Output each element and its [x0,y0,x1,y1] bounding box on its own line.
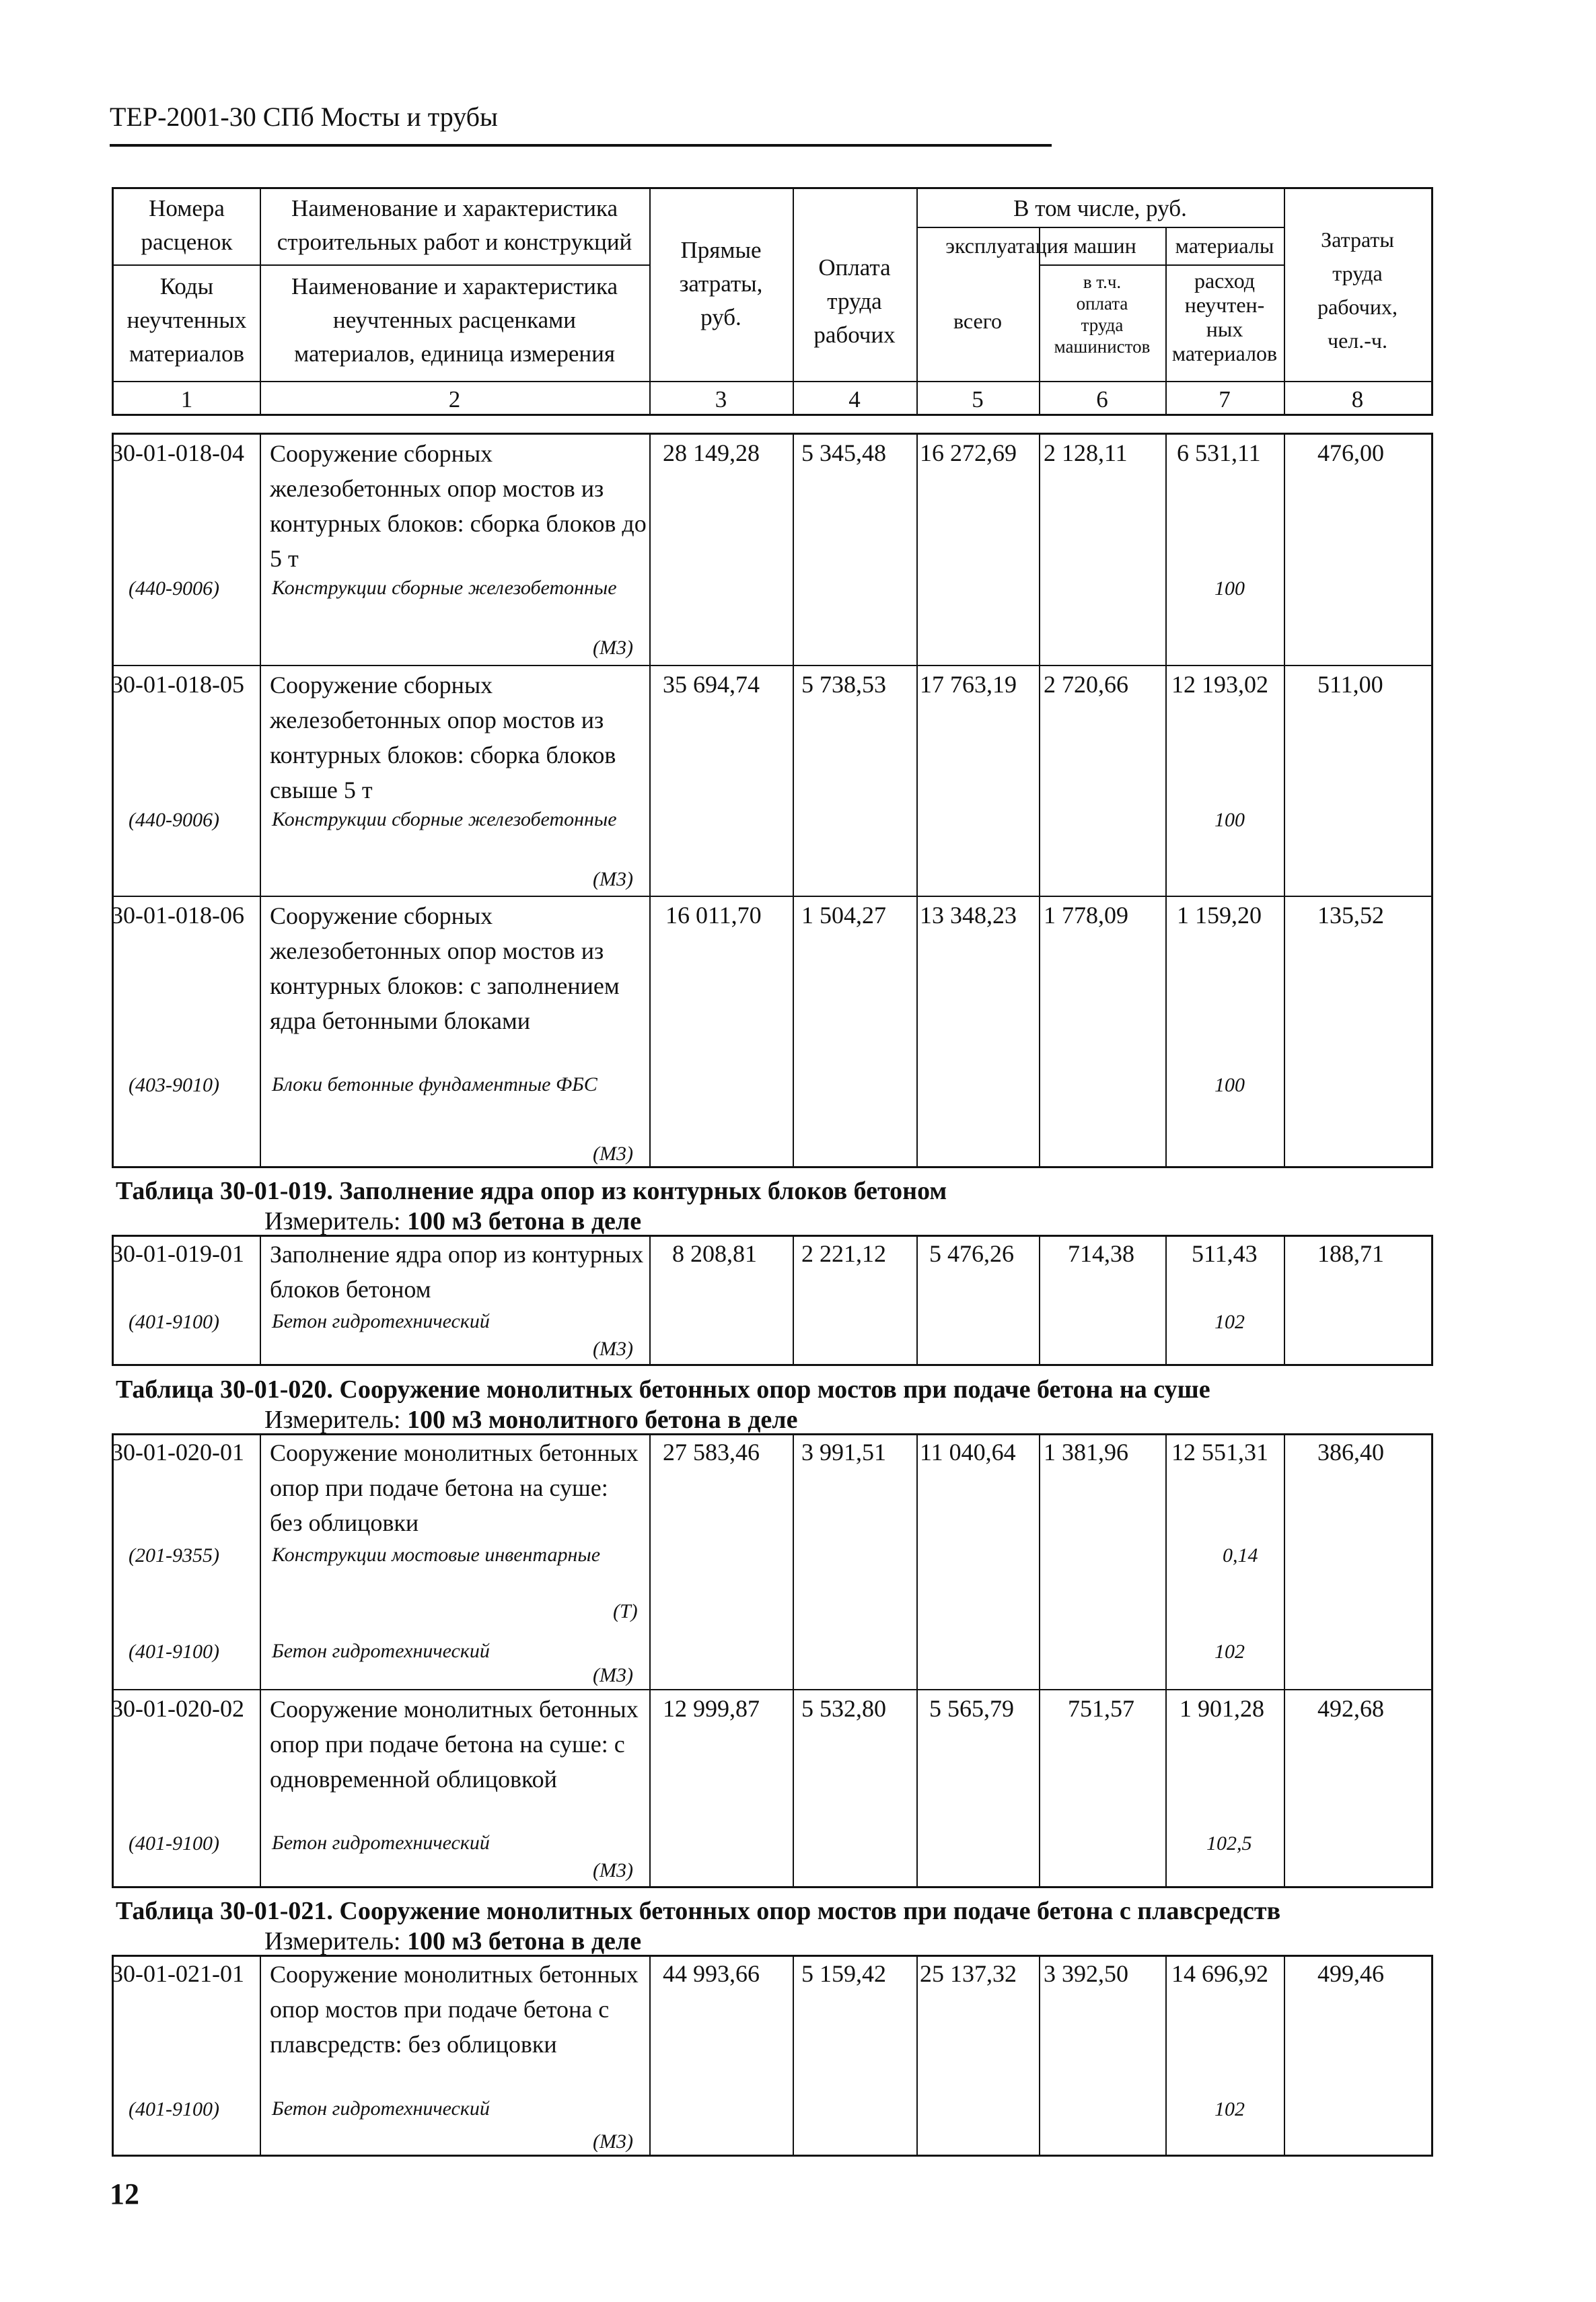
table-30-01-020 [112,1433,1433,1888]
row-hours: 386,40 [1317,1439,1384,1466]
material-code: (401-9100) [129,1832,219,1855]
header-c1-top: Номера расценок [141,195,233,255]
material-qty: 102 [1214,1641,1245,1663]
material-qty: 100 [1214,1074,1245,1096]
row-name: Заполнение ядра опор из контурных блоков бетоном [270,1241,644,1303]
row-direct: 8 208,81 [672,1240,757,1267]
material-unit: (М3) [593,637,633,659]
header-c1-bottom: Коды неучтенных материалов [126,273,247,367]
material-code: (401-9100) [129,1641,219,1663]
material-unit: (М3) [593,1664,633,1686]
table-meter: Измеритель: 100 м3 монолитного бетона в деле [264,1406,798,1434]
material-qty: 100 [1214,577,1245,600]
material-qty: 102,5 [1206,1832,1252,1855]
header-materials: материалы [1175,233,1274,258]
material-name: Бетон гидротехнический [272,2097,490,2120]
row-direct: 35 694,74 [663,671,760,698]
material-name: Блоки бетонные фундаментные ФБС [272,1073,597,1095]
header-c5: всего [953,309,1003,333]
row-labor: 5 159,42 [801,1960,886,1987]
row-direct: 12 999,87 [663,1695,760,1722]
table-meter: Измеритель: 100 м3 бетона в деле [264,1207,642,1235]
row-materials: 14 696,92 [1171,1960,1268,1987]
material-code: (401-9100) [129,1311,219,1333]
row-operators: 2 720,66 [1044,671,1128,698]
row-materials: 511,43 [1192,1240,1258,1267]
table-title: Таблица 30-01-021. Сооружение монолитных бетонных опор мостов при подаче бетона с плавсредств [116,1897,1281,1925]
row-operators: 3 392,50 [1044,1960,1128,1987]
table-meter: Измеритель: 100 м3 бетона в деле [264,1927,642,1955]
material-name: Бетон гидротехнический [272,1640,490,1662]
material-qty: 0,14 [1223,1544,1258,1567]
material-unit: (М3) [593,1859,633,1881]
row-name: Сооружение сборных железобетонных опор мостов из контурных блоков: с заполнением ядра бетонными блоками [270,902,620,1034]
material-code: (403-9010) [129,1074,219,1096]
row-materials: 6 531,11 [1177,439,1261,466]
row-code: 30-01-019-01 [111,1240,244,1267]
row-materials: 1 159,20 [1177,902,1262,929]
material-qty: 102 [1214,1311,1245,1333]
row-materials: 1 901,28 [1180,1695,1264,1722]
row-operators: 1 778,09 [1044,902,1128,929]
row-code: 30-01-020-01 [111,1439,244,1466]
material-name: Бетон гидротехнический [272,1832,490,1854]
row-operators: 751,57 [1068,1695,1134,1722]
header-machines: эксплуатация машин [945,233,1136,258]
row-hours: 492,68 [1317,1695,1384,1722]
row-hours: 135,52 [1317,902,1384,929]
row-name: Сооружение монолитных бетонных опор при подаче бетона на суше: с одновременной облицовкой [270,1696,639,1793]
row-code: 30-01-018-06 [111,902,244,929]
col-number-8: 8 [1351,386,1364,412]
row-labor: 5 345,48 [801,439,886,466]
header-c8: Затраты труда рабочих, чел.-ч. [1317,227,1398,353]
header-group: В том числе, руб. [1013,195,1187,221]
row-machines: 5 565,79 [929,1695,1014,1722]
material-name: Бетон гидротехнический [272,1310,490,1332]
row-machines: 5 476,26 [929,1240,1014,1267]
material-qty: 102 [1214,2098,1245,2120]
material-code: (440-9006) [129,809,219,831]
table-30-01-018 [112,433,1433,1168]
row-machines: 25 137,32 [920,1960,1017,1987]
row-operators: 714,38 [1068,1240,1134,1267]
row-machines: 17 763,19 [920,671,1017,698]
row-labor: 3 991,51 [801,1439,886,1466]
col-number-2: 2 [448,386,461,412]
table-title: Таблица 30-01-020. Сооружение монолитных бетонных опор мостов при подаче бетона на суше [116,1375,1210,1404]
running-title: ТЕР-2001-30 СПб Мосты и трубы [110,102,498,132]
row-direct: 16 011,70 [665,902,762,929]
table-30-01-021 [112,1955,1433,2157]
col-number-6: 6 [1096,386,1108,412]
row-labor: 2 221,12 [801,1240,886,1267]
row-code: 30-01-020-02 [111,1695,244,1722]
col-number-1: 1 [180,386,193,412]
row-name: Сооружение монолитных бетонных опор мостов при подаче бетона с плавсредств: без облицовки [270,1961,639,2058]
row-code: 30-01-018-05 [111,671,244,698]
row-direct: 27 583,46 [663,1439,760,1466]
material-code: (401-9100) [129,2098,219,2120]
material-code: (201-9355) [129,1544,219,1567]
material-code: (440-9006) [129,577,219,600]
table-title: Таблица 30-01-019. Заполнение ядра опор из контурных блоков бетоном [116,1177,947,1205]
row-name: Сооружение сборных железобетонных опор мостов из контурных блоков: сборка блоков свыше 5 т [270,672,616,803]
row-hours: 188,71 [1317,1240,1384,1267]
row-direct: 28 149,28 [663,439,760,466]
material-unit: (М3) [593,1143,633,1165]
row-code: 30-01-018-04 [111,439,244,466]
row-hours: 511,00 [1317,671,1383,698]
row-materials: 12 551,31 [1171,1439,1268,1466]
row-hours: 476,00 [1317,439,1384,466]
col-number-4: 4 [848,386,861,412]
row-name: Сооружение монолитных бетонных опор при подаче бетона на суше: без облицовки [270,1439,639,1536]
row-labor: 1 504,27 [801,902,886,929]
row-operators: 2 128,11 [1044,439,1128,466]
row-direct: 44 993,66 [663,1960,760,1987]
row-name: Сооружение сборных железобетонных опор мостов из контурных блоков: сборка блоков до 5 т [270,440,647,572]
material-unit: (М3) [593,2130,633,2153]
material-unit: (М3) [593,1338,633,1360]
header-c7: расход неучтен- ных материалов [1171,268,1278,365]
material-name: Конструкции мостовые инвентарные [272,1544,601,1566]
page-number: 12 [110,2178,139,2210]
header-c2-bottom: Наименование и характеристика неучтенных расценками материалов, единица измерения [291,273,618,367]
col-number-3: 3 [715,386,727,412]
header-rule [110,144,1052,147]
col-number-7: 7 [1219,386,1231,412]
col-number-5: 5 [972,386,984,412]
row-materials: 12 193,02 [1171,671,1268,698]
table-30-01-019 [112,1235,1433,1366]
header-c2-top: Наименование и характеристика строительных работ и конструкций [277,195,632,255]
material-name: Конструкции сборные железобетонные [272,577,617,599]
row-machines: 13 348,23 [920,902,1017,929]
header-c4: Оплата труда рабочих [813,254,896,348]
column-header-table [112,187,1433,416]
material-unit: (М3) [593,868,633,890]
row-labor: 5 738,53 [801,671,886,698]
row-labor: 5 532,80 [801,1695,886,1722]
row-machines: 16 272,69 [920,439,1017,466]
row-machines: 11 040,64 [920,1439,1016,1466]
material-unit: (Т) [613,1600,638,1622]
header-c6: в т.ч. оплата труда машинистов [1054,272,1151,357]
row-operators: 1 381,96 [1044,1439,1128,1466]
row-code: 30-01-021-01 [111,1960,244,1987]
material-qty: 100 [1214,809,1245,831]
row-hours: 499,46 [1317,1960,1384,1987]
material-name: Конструкции сборные железобетонные [272,808,617,830]
header-c3: Прямые затраты, руб. [679,237,763,330]
